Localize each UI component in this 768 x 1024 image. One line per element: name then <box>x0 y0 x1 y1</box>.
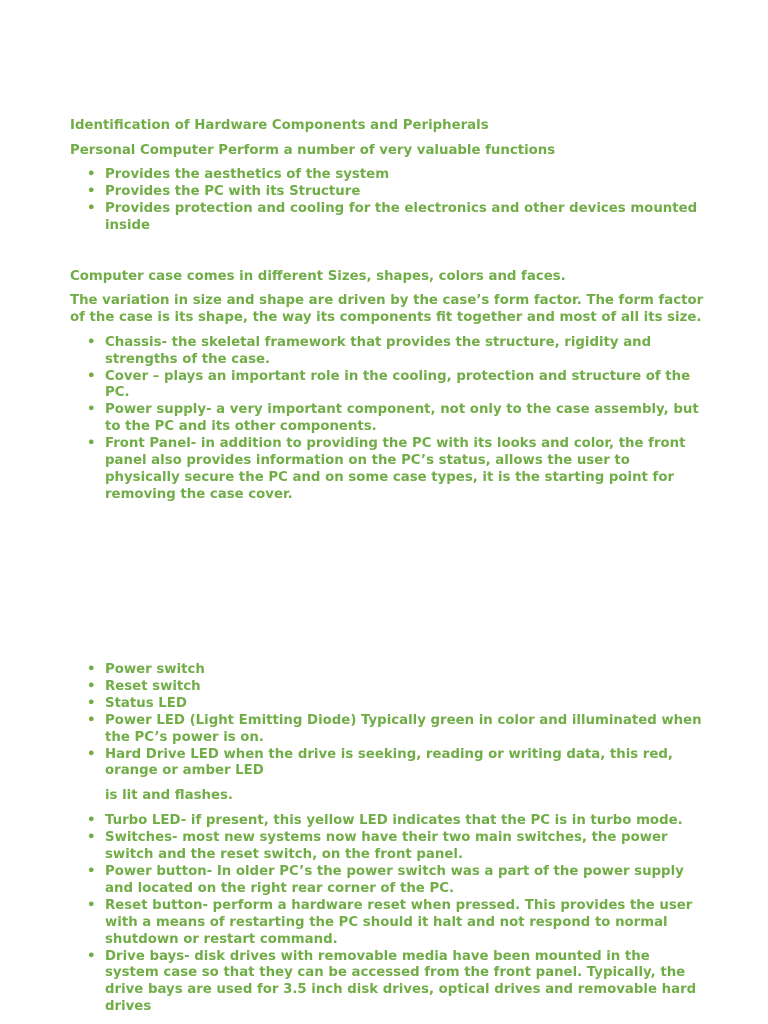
list-item: • Reset button- perform a hardware reset when pressed. This provides the user with a means of restarting the PC should it halt and not respond to normal shutdown or restart command. <box>105 898 705 949</box>
list-item: • Power switch <box>105 662 705 679</box>
list-item: • Turbo LED- if present, this yellow LED indicates that the PC is in turbo mode. <box>105 813 705 830</box>
functions-list <box>70 167 705 235</box>
case-sizes-paragraph: Computer case comes in different Sizes, shapes, colors and faces. <box>70 269 566 284</box>
list-item: • Power supply- a very important component, not only to the case assembly, but to the PC and its other components. <box>105 402 705 436</box>
list-item: • Power button- In older PC’s the power switch was a part of the power supply and located on the right rear corner of the PC. <box>105 864 705 898</box>
list-item: • Cover – plays an important role in the cooling, protection and structure of the PC. <box>105 369 705 403</box>
list-item: • Reset switch <box>105 679 705 696</box>
list-item: • Chassis- the skeletal framework that provides the structure, rigidity and strengths of the case. <box>105 335 705 369</box>
list-item: • Provides protection and cooling for the electronics and other devices mounted inside <box>105 201 705 235</box>
document-heading: Identification of Hardware Components and Peripherals <box>70 118 489 133</box>
section-intro <box>70 118 705 234</box>
case-parts-list <box>70 335 705 504</box>
list-item: • Status LED <box>105 696 705 713</box>
list-item: • Power LED (Light Emitting Diode) Typically green in color and illuminated when the PC’s power is on. <box>105 713 705 747</box>
form-factor-paragraph: The variation in size and shape are driven by the case’s form factor. The form factor of the case is its shape, the way its components fit together and most of all its size. <box>70 292 704 325</box>
continuation-paragraph: is lit and flashes. <box>105 788 233 804</box>
list-item: • Provides the aesthetics of the system <box>105 167 705 184</box>
list-item: • Front Panel- in addition to providing the PC with its looks and color, the front panel also provides information on the PC’s status, allows the user to physically secure the PC and on some case types, it is the starting point for removing the case cover. <box>105 436 705 504</box>
list-item: • Hard Drive LED when the drive is seeking, reading or writing data, this red, orange or amber LED <box>105 747 705 781</box>
front-panel-list <box>70 662 705 780</box>
intro-paragraph: Personal Computer Perform a number of very valuable functions <box>70 142 556 158</box>
list-item: • Provides the PC with its Structure <box>105 184 705 201</box>
more-items-list <box>70 813 705 1016</box>
list-item: • Drive bays- disk drives with removable media have been mounted in the system case so that they can be accessed from the front panel. Typically, the drive bays are used for 3.5 inch disk drives, optical drives and removable hard drives <box>105 949 705 1017</box>
section-case <box>70 269 705 504</box>
list-item: • Switches- most new systems now have their two main switches, the power switch and the reset switch, on the front panel. <box>105 830 705 864</box>
section-front-panel <box>70 662 705 1016</box>
